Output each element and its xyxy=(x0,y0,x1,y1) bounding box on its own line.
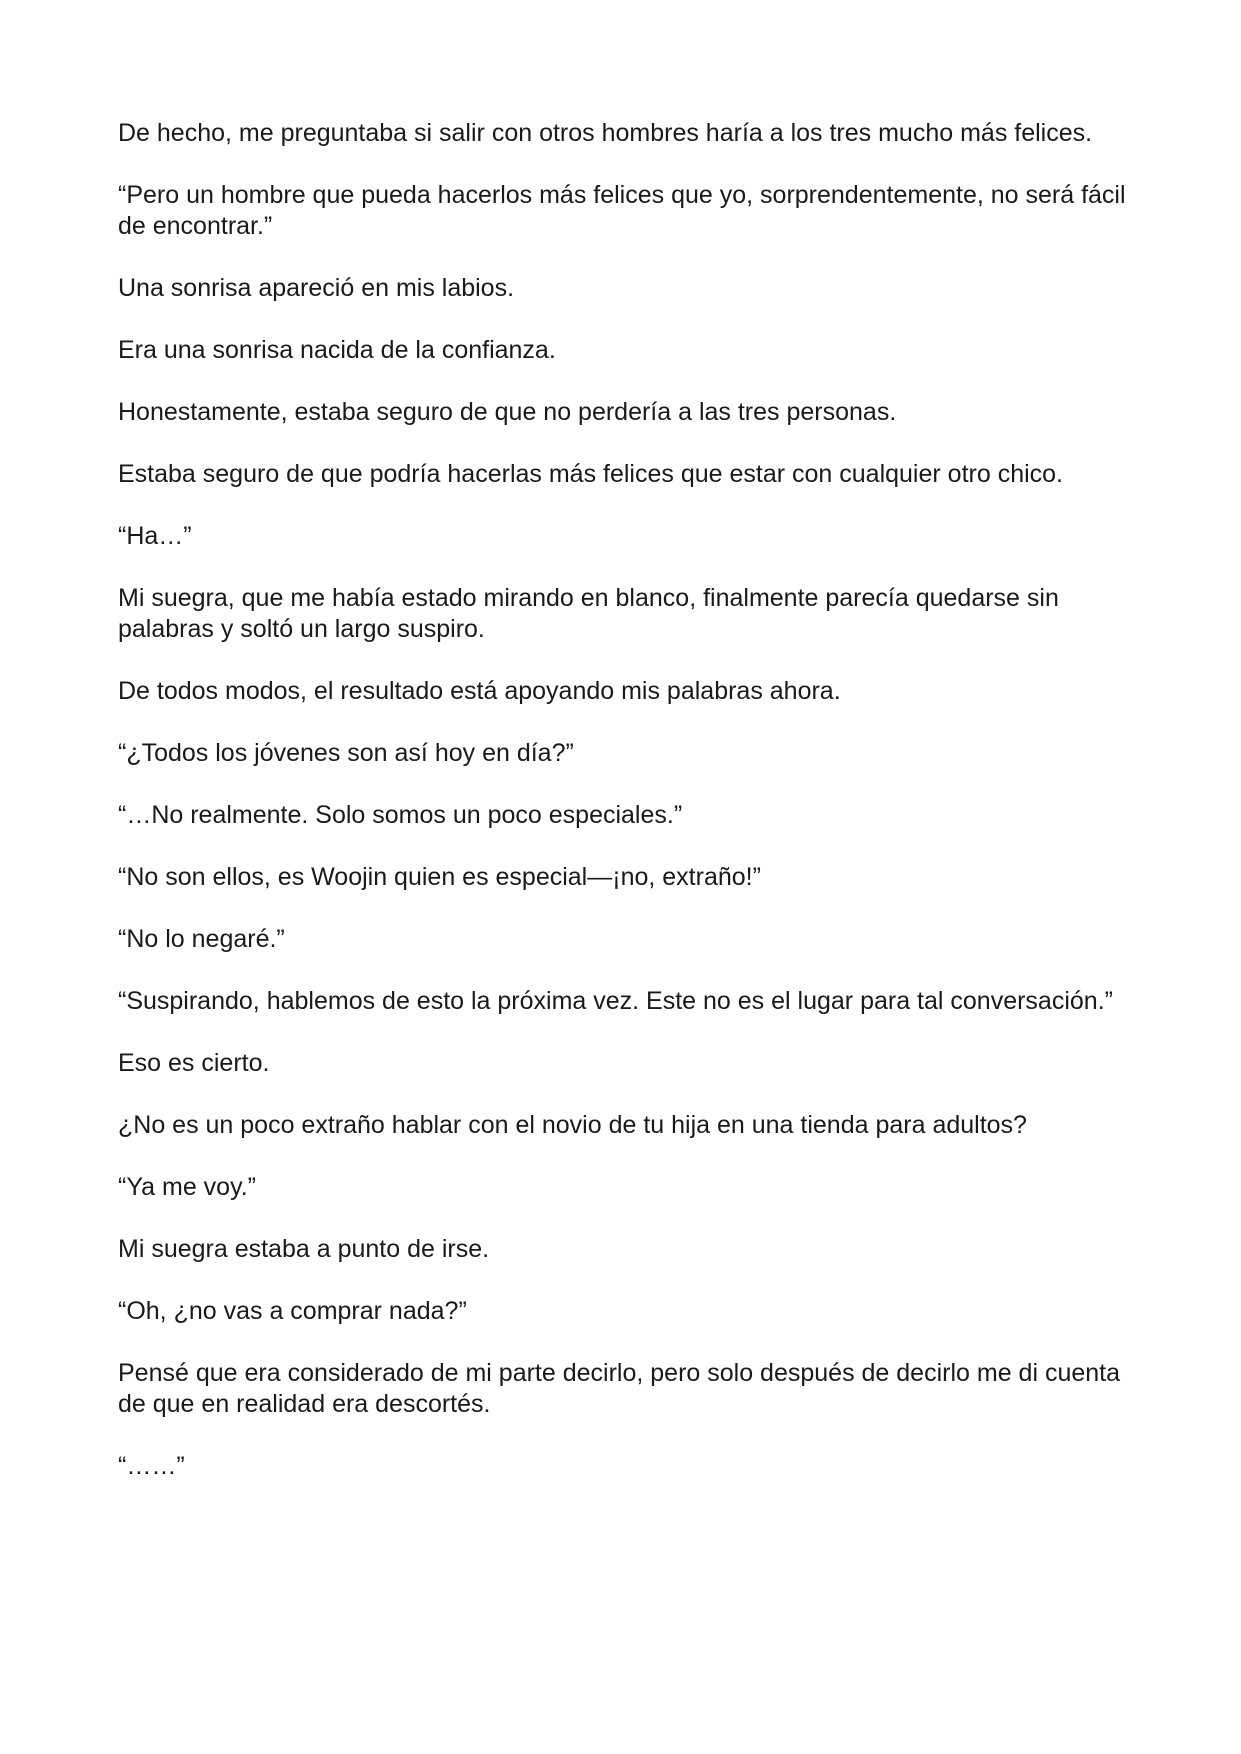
paragraph: “No son ellos, es Woojin quien es especial—¡no, extraño!” xyxy=(118,863,761,891)
paragraph: Eso es cierto. xyxy=(118,1049,270,1077)
paragraph: “……” xyxy=(118,1452,185,1480)
paragraph: Mi suegra, que me había estado mirando en blanco, finalmente parecía quedarse sin palabras y soltó un largo suspiro. xyxy=(118,584,1059,643)
paragraph: “No lo negaré.” xyxy=(118,925,285,953)
paragraph: “Pero un hombre que pueda hacerlos más felices que yo, sorprendentemente, no será fácil de encontrar.” xyxy=(118,181,1126,240)
paragraph: Estaba seguro de que podría hacerlas más felices que estar con cualquier otro chico. xyxy=(118,460,1063,488)
paragraph: “¿Todos los jóvenes son así hoy en día?” xyxy=(118,739,574,767)
paragraph: Honestamente, estaba seguro de que no perdería a las tres personas. xyxy=(118,398,897,426)
paragraph: “Ya me voy.” xyxy=(118,1173,256,1201)
paragraph: “Oh, ¿no vas a comprar nada?” xyxy=(118,1297,467,1325)
paragraph: “Ha…” xyxy=(118,522,192,550)
paragraph: De todos modos, el resultado está apoyando mis palabras ahora. xyxy=(118,677,841,705)
paragraph: De hecho, me preguntaba si salir con otros hombres haría a los tres mucho más felices. xyxy=(118,119,1093,147)
paragraph: ¿No es un poco extraño hablar con el novio de tu hija en una tienda para adultos? xyxy=(118,1111,1027,1139)
paragraph: “…No realmente. Solo somos un poco especiales.” xyxy=(118,801,683,829)
paragraph: Mi suegra estaba a punto de irse. xyxy=(118,1235,490,1263)
paragraph: “Suspirando, hablemos de esto la próxima vez. Este no es el lugar para tal conversación.” xyxy=(118,987,1113,1015)
paragraph: Una sonrisa apareció en mis labios. xyxy=(118,274,515,302)
paragraph: Pensé que era considerado de mi parte decirlo, pero solo después de decirlo me di cuenta de que en realidad era descortés. xyxy=(118,1359,1121,1418)
paragraph: Era una sonrisa nacida de la confianza. xyxy=(118,336,556,364)
text-body xyxy=(118,118,1128,1513)
